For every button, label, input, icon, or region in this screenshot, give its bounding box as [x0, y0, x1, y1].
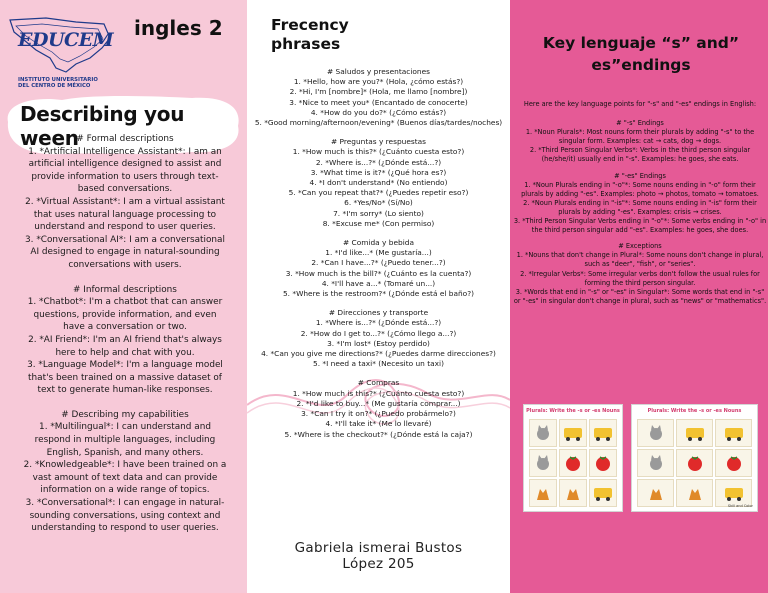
bus-icon	[723, 423, 745, 443]
description-line: understand and respond to user queries.	[34, 222, 216, 233]
phrase-item: 4. *I'll have a...* (Tomaré un...)	[321, 278, 436, 288]
worksheet-cell	[529, 449, 557, 477]
description-line: 2. *Knowledgeable*: I have been trained on a	[23, 460, 227, 471]
cat-icon	[645, 453, 667, 473]
worksheet-cell	[715, 449, 752, 477]
phrase-item: 7. *I'm sorry* (Lo siento)	[333, 208, 424, 218]
phrase-item: 1. *How much is this?* (¿Cuánto cuesta esto?)	[292, 147, 465, 157]
worksheet-cell	[559, 479, 587, 507]
worksheet-cell	[637, 479, 674, 507]
phrase-item: 5. *Where is the checkout?* (¿Dónde está la caja?)	[284, 429, 473, 439]
worksheet-cell	[559, 419, 587, 447]
logo-subtitle	[18, 77, 98, 89]
phrase-item: 4. *How do you do?* (¿Cómo estás?)	[310, 107, 447, 117]
bus-icon	[592, 483, 614, 503]
tomato-icon	[592, 453, 614, 473]
endings-title-line: Key lenguaje “s” and”	[542, 34, 740, 52]
worksheet-cell	[589, 419, 617, 447]
worksheet-title: Plurals: Write the -s or -es Nouns	[647, 408, 742, 414]
endings-title-line: es”endings	[591, 56, 691, 74]
cat-icon	[532, 423, 554, 443]
phrase-item: 4. *I don't understand* (No entiendo)	[309, 178, 448, 188]
fox-icon	[645, 483, 667, 503]
phrase-item: 2. *Can I have...?* (¿Puedo tener...?)	[311, 258, 446, 268]
worksheet-cell	[676, 419, 713, 447]
course-title: ingles 2	[134, 16, 223, 40]
worksheet-cell	[529, 419, 557, 447]
description-line: conversations with users.	[68, 259, 182, 270]
description-line: based conversations.	[77, 184, 173, 195]
worksheet-cell	[715, 479, 752, 507]
phrase-section-title: # Direcciones y transporte	[328, 308, 429, 318]
educem-logo	[6, 14, 116, 90]
description-line: text to generate human-like responses.	[37, 385, 213, 396]
worksheet-cell	[589, 449, 617, 477]
ending-rule: 3. *Words that end in "-s" or "-es" in Singular*: Some words that end in "-s" or "-es" in singular don't change in plural, such as "news" or "mathematics".	[513, 287, 767, 305]
worksheet-cell	[715, 419, 752, 447]
ending-rule: 1. *Noun Plurals ending in "-o"*: Some nouns ending in "-o" form their plurals by adding "-es". Examples: photo → photos, tomato → tomatoes.	[521, 180, 759, 198]
fox-icon	[532, 483, 554, 503]
fox-icon	[562, 483, 584, 503]
description-line: questions, provide information, and even	[33, 309, 217, 320]
phrases-list	[247, 67, 510, 440]
paragraph-gap	[4, 272, 246, 284]
phrase-section-title: # Compras	[357, 378, 400, 388]
bus-icon	[684, 423, 706, 443]
description-line: 1. *Artificial Intelligence Assistant*: I am an	[28, 146, 222, 157]
fox-icon	[684, 483, 706, 503]
description-line: here to help and chat with you.	[55, 347, 195, 358]
description-line: 1. *Multilingual*: I can understand and	[39, 422, 211, 433]
description-line: have a conversation or two.	[63, 322, 187, 333]
phrase-item: 5. *Where is the restroom?* (¿Dónde está el baño?)	[282, 289, 475, 299]
ending-rule: 1. *Nouns that don't change in Plural*: Some nouns don't change in plural, such as "deer", "fish", or "series".	[516, 251, 764, 269]
description-line: # Describing my capabilities	[61, 409, 189, 420]
endings-intro: Here are the key language points for "-s" and "-es" endings in English:	[523, 100, 757, 108]
ending-rule: 2. *Irregular Verbs*: Some irregular verbs don't follow the usual rules for forming the third person singular.	[520, 269, 760, 287]
worksheet-cell	[559, 449, 587, 477]
worksheet-images	[523, 404, 758, 512]
cat-icon	[645, 423, 667, 443]
description-line: 2. *Virtual Assistant*: I am a virtual assistant	[25, 196, 225, 207]
description-line: artificial intelligence designed to assist and	[28, 159, 222, 170]
description-line: 3. *Language Model*: I'm a language model	[27, 360, 223, 371]
phrase-item: 6. *Yes/No* (Sí/No)	[344, 198, 413, 208]
worksheet-cell	[637, 419, 674, 447]
logo-subtitle-line: DEL CENTRO DE MÉXICO	[18, 83, 91, 89]
cat-icon	[532, 453, 554, 473]
phrase-item: 1. *Where is...?* (¿Dónde está...?)	[315, 318, 442, 328]
description-line: that's been trained on a massive dataset of	[28, 372, 222, 383]
phrase-item: 5. *Good morning/afternoon/evening* (Buenos días/tardes/noches)	[254, 118, 503, 128]
logo-subtitle-line: INSTITUTO UNIVERSITARIO	[18, 77, 98, 83]
phrase-item: 2. *I'd like to buy...* (Me gustaría comprar...)	[296, 398, 461, 408]
description-line: 2. *AI Friend*: I'm an AI friend that's always	[28, 334, 222, 345]
phrase-item: 1. *How much is this?* (¿Cuánto cuesta esto?)	[292, 388, 465, 398]
left-panel	[0, 0, 247, 593]
description-line: respond in multiple languages, including	[34, 435, 216, 446]
ending-section-title: # "-s" Endings	[616, 119, 664, 128]
worksheet-cell	[529, 479, 557, 507]
ending-section-title: # Exceptions	[618, 242, 662, 251]
description-line: 3. *Conversational*: I can engage in natural-	[25, 498, 225, 509]
worksheet-title: Plurals: Write the -s or -es Nouns	[526, 408, 620, 414]
description-line: sounding conversations, using context and	[29, 510, 221, 521]
worksheet-cell	[676, 449, 713, 477]
phrase-item: 3. *What time is it?* (¿Qué hora es?)	[310, 167, 447, 177]
phrase-item: 3. *How much is the bill?* (¿Cuánto es la cuenta?)	[285, 268, 472, 278]
author-line: López 205	[342, 556, 415, 572]
description-line: provide information to users through text-	[31, 171, 219, 182]
tomato-icon	[562, 453, 584, 473]
ending-rule: 3. *Third Person Singular Verbs ending in "-o"*: Some verbs ending in "-o" in the third person singular add "-es". Examples: he goes, she does.	[513, 217, 767, 235]
description-line: information on a wide range of topics.	[40, 485, 210, 496]
bus-icon	[723, 483, 745, 503]
bus-icon	[592, 423, 614, 443]
phrase-item: 3. *Nice to meet you* (Encantado de conocerte)	[289, 97, 468, 107]
phrase-item: 1. *Hello, how are you?* (Hola, ¿cómo estás?)	[293, 77, 464, 87]
worksheet-grid	[637, 419, 752, 507]
endings-title	[516, 32, 766, 76]
description-line: 1. *Chatbot*: I'm a chatbot that can answer	[27, 297, 223, 308]
author-name	[247, 540, 510, 572]
worksheet-image	[631, 404, 758, 512]
worksheet-cell	[676, 479, 713, 507]
worksheet-grid	[529, 419, 617, 507]
worksheet-cell	[589, 479, 617, 507]
phrase-section-title: # Saludos y presentaciones	[327, 67, 430, 76]
phrases-title-line: Frecency	[271, 16, 349, 34]
author-line: Gabriela ismerai Bustos	[294, 540, 463, 556]
endings-text	[513, 100, 767, 306]
tomato-icon	[723, 453, 745, 473]
description-line: 3. *Conversational AI*: I am a conversational	[25, 234, 225, 245]
phrase-item: 2. *Where is...?* (¿Dónde está...?)	[315, 157, 442, 167]
phrase-item: 1. *I'd like...* (Me gustaría...)	[325, 248, 432, 258]
descriptions-text	[4, 133, 246, 535]
description-line: AI designed to engage in natural-sounding	[30, 247, 220, 258]
tomato-icon	[684, 453, 706, 473]
bus-icon	[562, 423, 584, 443]
ending-rule: 2. *Noun Plurals ending in "-is"*: Some nouns ending in "-is" form their plurals by adding "-es". Examples: crisis → crises.	[523, 198, 757, 216]
ending-section-title: # "-es" Endings	[614, 171, 666, 180]
description-line: English, Spanish, and many others.	[46, 447, 204, 458]
middle-panel	[247, 0, 510, 593]
description-line: # Informal descriptions	[73, 284, 177, 295]
paragraph-gap	[4, 397, 246, 409]
phrases-title	[271, 16, 349, 54]
worksheet-cell	[637, 449, 674, 477]
section-heading: Describing you ween	[20, 102, 185, 150]
right-panel	[510, 0, 768, 593]
phrase-section-title: # Preguntas y respuestas	[330, 137, 427, 147]
description-line: that uses natural language processing to	[33, 209, 217, 220]
phrase-section-title: # Comida y bebida	[343, 238, 414, 248]
phrase-item: 2. *How do I get to...?* (¿Cómo llego a...?)	[300, 328, 457, 338]
worksheet-image	[523, 404, 623, 512]
logo-wordmark: EDUCEM	[18, 29, 114, 51]
phrases-title-line: phrases	[271, 35, 341, 53]
description-line: # Formal descriptions	[76, 134, 174, 144]
phrase-item: 4. *Can you give me directions?* (¿Puedes darme direcciones?)	[261, 349, 496, 359]
worksheet-badge: Skill and Color	[727, 504, 753, 508]
phrase-item: 2. *Hi, I'm [nombre]* (Hola, me llamo [nombre])	[289, 87, 468, 97]
phrase-item: 5. *Can you repeat that?* (¿Puedes repetir eso?)	[288, 188, 469, 198]
phrase-item: 3. *I'm lost* (Estoy perdido)	[327, 338, 430, 348]
ending-rule: 1. *Noun Plurals*: Most nouns form their plurals by adding "-s" to the singular form. Examples: cat → cats, dog → dogs.	[525, 128, 755, 146]
ending-rule: 2. *Third Person Singular Verbs*: Verbs in the third person singular (he/she/it) usually end in "-s". Examples: he goes, she eats.	[529, 146, 751, 164]
description-line: understanding to respond to user queries.	[31, 523, 219, 534]
description-line: vast amount of text data and can provide	[32, 472, 218, 483]
phrase-item: 4. *I'll take it* (Me lo llevaré)	[325, 419, 432, 429]
phrase-item: 3. *Can I try it on?* (¿Puedo probármelo?)	[301, 409, 456, 419]
phrase-item: 8. *Excuse me* (Con permiso)	[322, 218, 435, 228]
phrase-item: 5. *I need a taxi* (Necesito un taxi)	[313, 359, 444, 369]
